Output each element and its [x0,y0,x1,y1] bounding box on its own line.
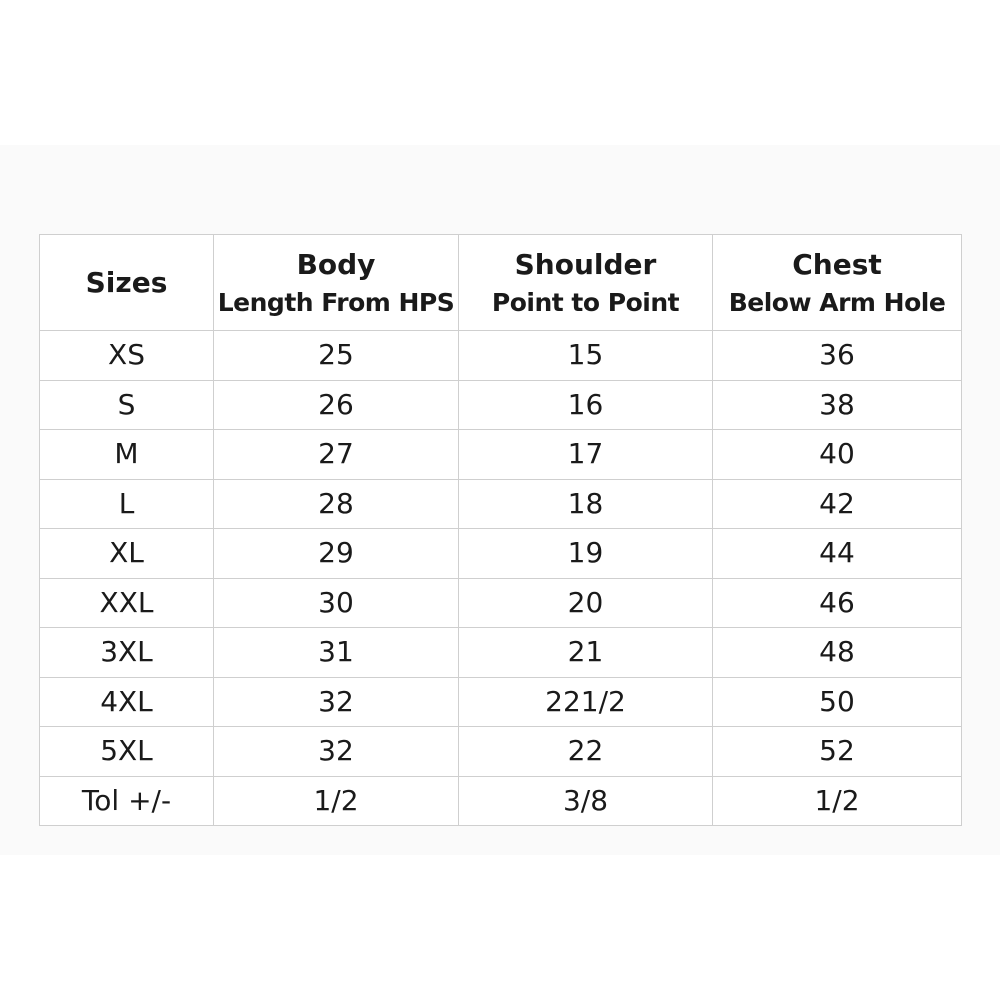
table-row [40,578,962,628]
size-chart-table [39,234,962,826]
shoulder-cell: 221/2 [459,677,713,727]
body-length-cell: 31 [214,628,459,678]
body-length-cell: 26 [214,380,459,430]
shoulder-cell: 3/8 [459,776,713,826]
header-shoulder-subtitle: Point to Point [491,287,680,317]
chest-cell: 52 [713,727,962,777]
body-length-cell: 30 [214,578,459,628]
size-cell: S [40,380,214,430]
chest-cell: 38 [713,380,962,430]
size-cell: Tol +/- [40,776,214,826]
size-cell: XXL [40,578,214,628]
table-row [40,331,962,381]
chest-cell: 42 [713,479,962,529]
table-row [40,628,962,678]
tolerance-row [40,776,962,826]
table-row [40,727,962,777]
size-cell: XL [40,529,214,579]
body-length-cell: 25 [214,331,459,381]
chest-cell: 48 [713,628,962,678]
shoulder-cell: 20 [459,578,713,628]
chest-cell: 46 [713,578,962,628]
shoulder-cell: 19 [459,529,713,579]
size-cell: M [40,430,214,480]
header-body-length [214,235,459,331]
chest-cell: 44 [713,529,962,579]
table-row [40,430,962,480]
shoulder-cell: 21 [459,628,713,678]
chest-cell: 1/2 [713,776,962,826]
body-length-cell: 32 [214,677,459,727]
header-row [40,235,962,331]
header-chest [713,235,962,331]
chest-cell: 50 [713,677,962,727]
header-body-subtitle: Length From HPS [217,287,455,317]
header-chest-subtitle: Below Arm Hole [728,287,946,317]
chest-cell: 40 [713,430,962,480]
size-cell: XS [40,331,214,381]
shoulder-cell: 22 [459,727,713,777]
header-sizes-label: Sizes [85,265,168,299]
table-row [40,479,962,529]
header-sizes [40,235,214,331]
body-length-cell: 28 [214,479,459,529]
body-length-cell: 27 [214,430,459,480]
header-chest-title: Chest [792,247,882,281]
shoulder-cell: 17 [459,430,713,480]
size-cell: L [40,479,214,529]
size-cell: 5XL [40,727,214,777]
shoulder-cell: 18 [459,479,713,529]
size-cell: 3XL [40,628,214,678]
shoulder-cell: 16 [459,380,713,430]
header-shoulder-title: Shoulder [514,247,657,281]
body-length-cell: 1/2 [214,776,459,826]
table-row [40,677,962,727]
table-row [40,529,962,579]
size-cell: 4XL [40,677,214,727]
chest-cell: 36 [713,331,962,381]
body-length-cell: 32 [214,727,459,777]
shoulder-cell: 15 [459,331,713,381]
body-length-cell: 29 [214,529,459,579]
table-row [40,380,962,430]
header-shoulder [459,235,713,331]
header-body-title: Body [296,247,376,281]
